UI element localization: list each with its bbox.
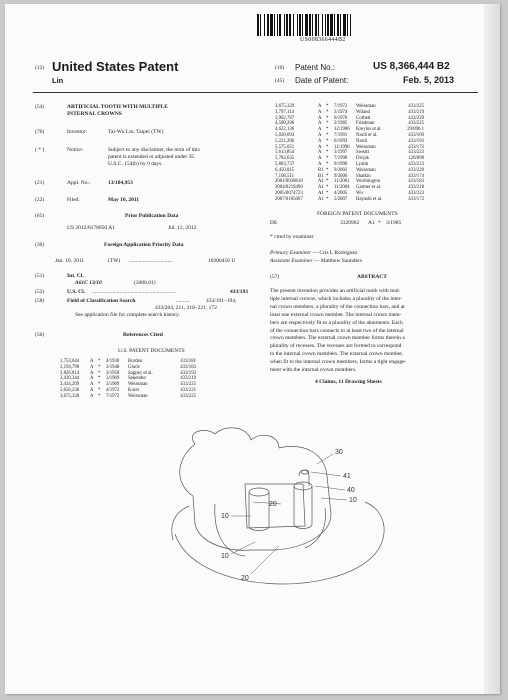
citation-date: 3/1997 [334, 150, 348, 156]
claims-line: 4 Claims, 11 Drawing Sheets [315, 379, 382, 385]
fig-label-41: 41 [343, 473, 351, 480]
citation-name: Wiland [356, 109, 370, 115]
field-code: (58) [35, 298, 45, 304]
citation-kind: A [318, 104, 322, 109]
fig-label-20b: 20 [241, 575, 249, 582]
citation-star: * [98, 376, 101, 382]
internal-crown-2 [294, 486, 312, 529]
internal-crown-1 [249, 492, 269, 531]
citation-date: 9/1998 [334, 161, 348, 167]
foreign-app-number: 10200456 U [208, 258, 236, 264]
foreign-doc-country: DE [270, 220, 278, 226]
citation-class: 433/225 [180, 382, 196, 388]
inventor-code: (76) [35, 129, 45, 135]
citation-number: 2005/0074723 [275, 190, 303, 196]
citation-star: * [326, 185, 329, 191]
foreign-doc-star: * [378, 220, 381, 226]
refs-code: (56) [35, 332, 45, 338]
citation-number: 5,030,094 [275, 132, 295, 138]
abstract-line: tiple internal crowns, which includes a plurality of the inter- [270, 295, 403, 302]
citation-star: * [98, 370, 101, 376]
barcode-number: US008366444B2 [300, 37, 346, 43]
citation-class: 433/183 [408, 179, 424, 185]
citation-number: 2,826,814 [60, 370, 80, 376]
abstract-body [270, 288, 480, 375]
citation-kind: A [90, 393, 94, 399]
filed-value: May 10, 2011 [108, 197, 140, 203]
citation-class: 433/218 [408, 185, 424, 191]
inventor-short: Lin [52, 76, 64, 85]
fig-label-10b: 10 [221, 513, 229, 520]
citation-class: 433/220 [408, 115, 424, 121]
field-dots: .......... [176, 298, 190, 304]
citation-class: 128/898 [408, 156, 424, 162]
citation-star: * [326, 138, 329, 144]
inventor-label: Inventor: [67, 129, 88, 135]
citation-date: 7/1972 [334, 104, 348, 109]
notice-line-2: patent is extended or adjusted under 35 [108, 154, 195, 160]
citation-date: 7/1998 [334, 156, 348, 162]
citation-number: 3,434,209 [60, 382, 80, 388]
fig-label-20a: 20 [269, 501, 277, 508]
citation-date: 12/1986 [334, 127, 350, 133]
foreign-dots: ................................ [129, 258, 173, 264]
citation-name: Nardi et al. [356, 132, 378, 138]
field-line-2: 433/204, 211, 218–221, 172 [155, 305, 217, 311]
leader-41 [311, 472, 341, 476]
citation-number: 3,675,328 [60, 393, 80, 399]
uscl-value: 433/193 [230, 289, 249, 295]
citation-star: * [326, 173, 329, 179]
citation-class: 433/221 [180, 387, 196, 393]
leader-20a [253, 502, 281, 504]
citation-name: Friedman [356, 121, 375, 127]
citation-name: Weissman [356, 104, 376, 109]
title-line-1: ARTIFICIAL TOOTH WITH MULTIPLE [67, 104, 168, 110]
fig-label-10a: 10 [349, 497, 357, 504]
foreign-code: (30) [35, 242, 45, 248]
citation-number: 5,613,854 [275, 150, 295, 156]
citation-star: * [98, 387, 101, 393]
internal-crown-1-top [249, 488, 269, 496]
abstract-line: least one external crown member. The internal crown mem- [270, 311, 402, 318]
foreign-doc-date: 3/1985 [386, 220, 402, 226]
citation-star: * [326, 121, 329, 127]
citation-date: 11/2004 [334, 185, 350, 191]
citation-class: 433/225 [408, 121, 424, 127]
citation-star: * [326, 190, 329, 196]
title-code: (54) [35, 104, 45, 110]
tooth-drawing [155, 424, 415, 604]
abstract-line: bers are respectively fit to a plurality of the abutments. Each [270, 319, 403, 326]
citation-date: 2/1985 [334, 121, 348, 127]
abstract-line: to the internal crown members. The external crown member, [270, 351, 404, 358]
right-citation-list [275, 104, 424, 203]
intcl-class: A61C 13/10 [75, 280, 102, 286]
citation-class: 433/223 [408, 190, 424, 196]
citation-date: 7/1991 [334, 132, 348, 138]
date-label: Date of Patent: [295, 76, 349, 85]
citation-star: * [326, 109, 329, 115]
citation-star: * [98, 393, 101, 399]
abstract-line: nal crown members, a plurality of the connection bars, and at [270, 303, 405, 310]
citation-name: Gluck [128, 364, 140, 370]
citation-kind: A [318, 132, 322, 138]
citation-class: 433/173 [408, 144, 424, 150]
citation-date: 6/1993 [334, 138, 348, 144]
patent-page [5, 4, 500, 694]
citation-class: 433/219 [408, 109, 424, 115]
jaw-left-curve [172, 506, 189, 540]
citation-star: * [326, 104, 329, 109]
citation-number: 3,656,236 [60, 387, 80, 393]
assistant-examiner-name: — Matthew Saunders [314, 258, 362, 264]
citation-star: * [326, 144, 329, 150]
fig-label-40: 40 [347, 487, 355, 494]
appl-label: Appl. No.: [67, 180, 91, 186]
citation-row [275, 197, 424, 203]
foreign-doc-number: 3320902 [340, 220, 360, 226]
citation-name: Weissman [356, 167, 376, 173]
citation-number: 5,575,651 [275, 144, 295, 150]
crown-outline-right [251, 446, 331, 550]
citation-date: 3/1969 [106, 376, 120, 382]
foreign-doc-row [270, 220, 401, 227]
citation-number: 6,450,815 [275, 167, 295, 173]
citation-class: 433/183 [180, 364, 196, 370]
abstract-line: when fit to the internal crown members, forms a tight engage- [270, 359, 407, 366]
leader-30 [317, 454, 333, 464]
gum-line-left [215, 504, 245, 556]
refs-heading: References Cited [123, 332, 163, 338]
notice-label: Notice: [67, 147, 84, 153]
citation-star: * [326, 156, 329, 162]
foreign-doc-kind: A1 [368, 220, 375, 226]
page-binding-edge [484, 4, 500, 694]
jaw-outline [175, 502, 384, 584]
citation-kind: A [90, 387, 94, 393]
citation-row [60, 394, 196, 400]
uscl-label: U.S. Cl. [67, 289, 86, 295]
citation-star: * [326, 179, 329, 185]
foreign-date: Jan. 10, 2011 [55, 258, 85, 264]
primary-examiner-name: — Cris L Rodriguez [312, 250, 358, 256]
citation-date: 6/1976 [334, 115, 348, 121]
citation-name: Weissman [128, 382, 148, 388]
citation-class: 433/174 [408, 173, 424, 179]
citation-name: Sweatt [356, 150, 370, 156]
citation-number: 2007/0105067 [275, 196, 303, 202]
leader-40 [315, 486, 345, 490]
citation-date: 3/1969 [106, 382, 120, 388]
citation-name: Weissman [128, 393, 148, 399]
date-value: Feb. 5, 2013 [403, 75, 455, 85]
citation-number: 2004/0219490 [275, 185, 303, 191]
citation-star: * [98, 359, 101, 364]
citation-date: 11/1996 [334, 144, 350, 150]
left-citation-list [60, 359, 196, 400]
citation-name: Sekendur [128, 376, 147, 382]
intcl-code: (51) [35, 273, 45, 279]
leader-10c [231, 542, 255, 554]
citation-class: 433/223 [408, 161, 424, 167]
citation-kind: A [318, 138, 322, 144]
prior-date: Jul. 12, 2012 [168, 225, 197, 231]
citation-kind: A1 [318, 190, 324, 196]
citation-kind: A [318, 115, 322, 121]
prior-pub: US 2012/0178050 A1 [67, 225, 115, 231]
citation-class: 433/193 [180, 370, 196, 376]
citation-number: 3,675,329 [275, 104, 295, 109]
crown-outline-left [180, 444, 251, 550]
fig-label-30: 30 [335, 449, 343, 456]
citation-name: Sappey et al. [128, 370, 153, 376]
citation-class: 433/223 [408, 150, 424, 156]
citation-class: 433/193 [408, 138, 424, 144]
barcode [257, 14, 417, 36]
citation-date: 4/1930 [106, 359, 120, 364]
citation-star: * [98, 382, 101, 388]
citation-date: 4/2005 [334, 190, 348, 196]
header-rule [33, 92, 478, 93]
citation-star: * [98, 364, 101, 370]
prior-heading: Prior Publication Data [125, 213, 179, 219]
citation-kind: A1 [318, 196, 324, 202]
citation-class: 433/172 [408, 196, 424, 202]
barcode-bar [351, 14, 353, 36]
citation-number: 2,194,790 [60, 364, 80, 370]
citation-number: 5,782,635 [275, 156, 295, 162]
citation-number: 3,962,787 [275, 115, 295, 121]
patno-label: Patent No.: [295, 63, 336, 72]
citation-kind: A1 [318, 179, 324, 185]
citation-date: 3/1958 [106, 370, 120, 376]
abstract-line: ment with the internal crown members. [270, 367, 357, 374]
foreign-heading: Foreign Application Priority Data [104, 242, 184, 248]
citation-class: 433/225 [180, 393, 196, 399]
citation-kind: A [318, 109, 322, 115]
patno-code: (10) [275, 65, 285, 71]
citation-name: Kreylos et al. [356, 127, 382, 133]
assistant-examiner [270, 258, 362, 265]
citation-date: 7/1972 [106, 393, 120, 399]
notice-code: ( * ) [35, 147, 45, 153]
citation-name: Lyalin [356, 161, 369, 167]
citation-star: * [326, 127, 329, 133]
citation-kind: A [318, 121, 322, 127]
citation-kind: A [318, 127, 322, 133]
date-code: (45) [275, 78, 285, 84]
citation-kind: A [90, 370, 94, 376]
citation-star: * [326, 196, 329, 202]
patno-value: US 8,366,444 B2 [373, 61, 450, 72]
field-line-3: See application file for complete search history. [75, 312, 180, 318]
citation-date: 3/1940 [106, 364, 120, 370]
citation-date: 9/2006 [334, 173, 348, 179]
field-label: Field of Classification Search [67, 298, 136, 304]
citation-name: Weissman [356, 144, 376, 150]
appl-value: 13/104,953 [108, 180, 133, 186]
abstract-heading: ABSTRACT [357, 274, 387, 280]
fig-label-10c: 10 [221, 553, 229, 560]
assistant-examiner-label: Assistant Examiner [270, 258, 313, 264]
citation-name: Burden [128, 359, 143, 364]
leader-10a [321, 498, 347, 500]
abutment-post [299, 470, 309, 486]
citation-kind: A [90, 382, 94, 388]
uscl-code: (52) [35, 289, 45, 295]
citation-kind: B1 [318, 173, 324, 179]
abstract-line: plurality of recesses. The recesses are formed to correspond [270, 343, 402, 350]
citation-class: 433/219 [180, 376, 196, 382]
citation-name: Hayashi et al. [356, 196, 383, 202]
citation-number: 2001/0038618 [275, 179, 303, 185]
citation-kind: A [90, 376, 94, 382]
citation-kind: B1 [318, 167, 324, 173]
citation-star: * [326, 115, 329, 121]
citation-kind: A [90, 359, 94, 364]
citation-kind: A [318, 144, 322, 150]
foreign-country: (TW) [108, 258, 121, 264]
doc-kind-code: (12) [35, 65, 45, 71]
citation-star: * [326, 132, 329, 138]
citation-number: 7,108,511 [275, 173, 295, 179]
citation-name: Shatkin [356, 173, 371, 179]
citation-name: Wu [356, 190, 363, 196]
citation-star: * [326, 161, 329, 167]
citation-class: 29/896.1 [407, 127, 424, 133]
citation-number: 3,430,344 [60, 376, 80, 382]
citation-date: 4/1972 [106, 387, 120, 393]
doc-kind-title: United States Patent [52, 59, 179, 74]
citation-date: 11/2001 [334, 179, 350, 185]
inventor-value: Tai-Wu Lin, Taipei (TW) [108, 129, 164, 135]
us-docs-heading: U.S. PATENT DOCUMENTS [118, 348, 185, 354]
citation-star: * [326, 167, 329, 173]
citation-class: 433/220 [408, 167, 424, 173]
citation-kind: A [318, 150, 322, 156]
filed-code: (22) [35, 197, 45, 203]
primary-examiner-label: Primary Examiner [270, 250, 312, 256]
citation-date: 9/2002 [334, 167, 348, 173]
citation-name: Gartner et al. [356, 185, 382, 191]
citation-class: 433/169 [408, 132, 424, 138]
citation-name: Divjak [356, 156, 370, 162]
abstract-code: (57) [270, 274, 280, 280]
field-line-1: 433/191–194, [206, 298, 237, 304]
notice-line-1: Subject to any disclaimer, the term of this [108, 147, 200, 153]
citation-name: Nardi [356, 138, 367, 144]
citation-name: Worthington [356, 179, 381, 185]
abstract-line: crown members. The external crown member forms therein a [270, 335, 405, 342]
uscl-dots: ............................................................. [92, 289, 176, 295]
intcl-year: (2006.01) [134, 280, 156, 286]
citation-name: Kurer [128, 387, 140, 393]
citation-name: Corbett [356, 115, 371, 121]
citation-kind: A1 [318, 185, 324, 191]
prior-code: (65) [35, 213, 45, 219]
primary-examiner [270, 250, 357, 257]
citation-kind: A [90, 364, 94, 370]
citation-number: 5,803,737 [275, 161, 295, 167]
appl-code: (21) [35, 180, 45, 186]
citation-number: 1,753,644 [60, 359, 80, 364]
citation-date: 5/2007 [334, 196, 348, 202]
citation-kind: A [318, 161, 322, 167]
foreign-docs-heading: FOREIGN PATENT DOCUMENTS [317, 211, 398, 217]
citation-star: * [326, 150, 329, 156]
citation-class: 433/181 [180, 359, 196, 364]
filed-label: Filed: [67, 197, 80, 203]
abstract-line: The present invention provides an artificial tooth with mul- [270, 288, 401, 294]
abstract-line: of the connection bars connects to at least two of the internal [270, 327, 404, 334]
citation-class: 433/225 [408, 104, 424, 109]
cited-note: * cited by examiner [270, 234, 314, 240]
intcl-label: Int. Cl. [67, 273, 84, 279]
citation-number: 4,500,296 [275, 121, 295, 127]
citation-number: 3,797,114 [275, 109, 295, 115]
notice-line-3: U.S.C. 154(b) by 0 days. [108, 161, 163, 167]
citation-number: 5,221,206 [275, 138, 295, 144]
title-line-2: INTERNAL CROWNS [67, 111, 122, 117]
crown-outline-top [192, 428, 279, 448]
citation-date: 3/1974 [334, 109, 348, 115]
citation-number: 4,622,136 [275, 127, 295, 133]
citation-kind: A [318, 156, 322, 162]
